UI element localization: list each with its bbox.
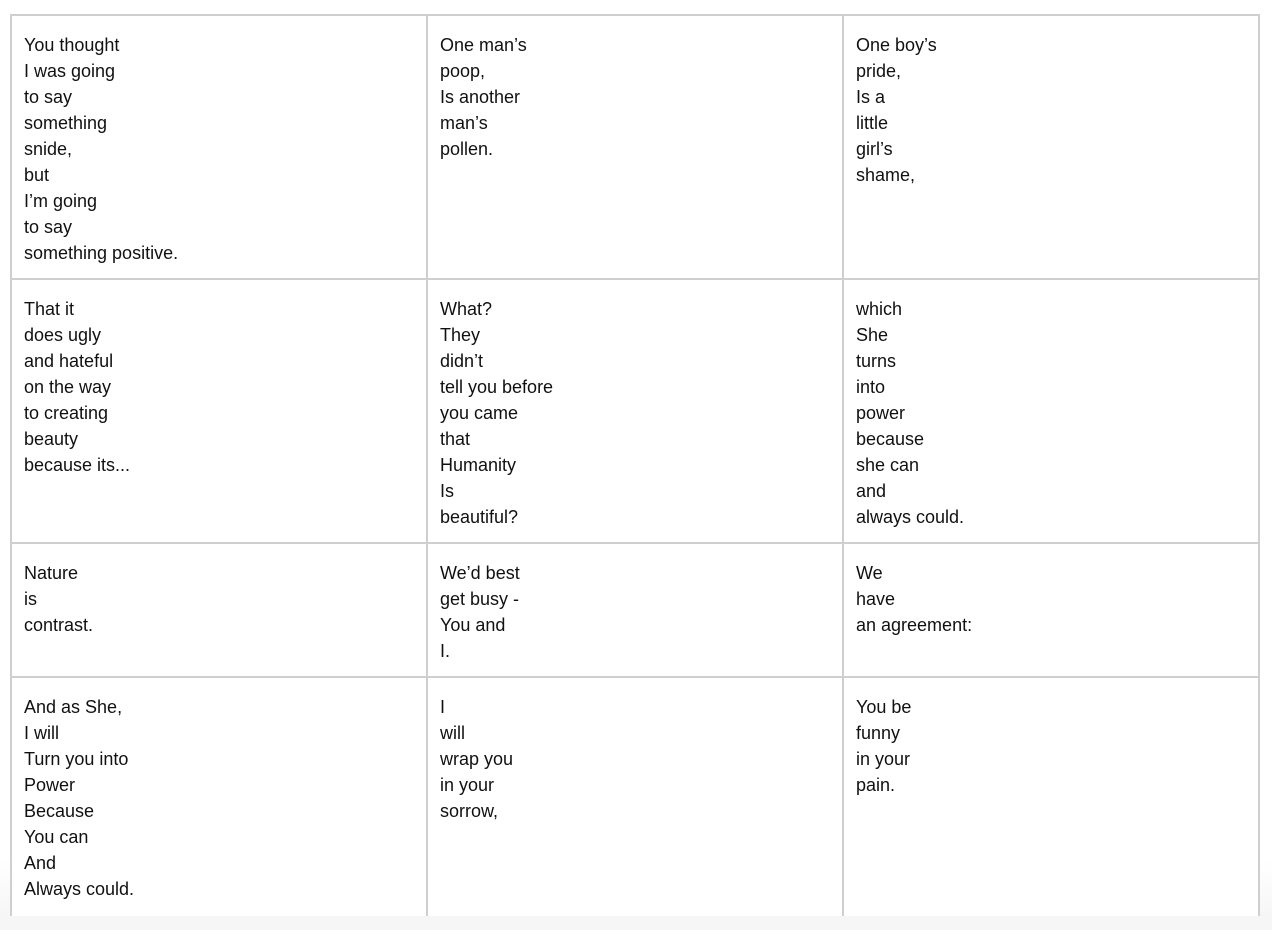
poem-line: I was going [24,61,116,81]
poem-line: and [856,481,887,501]
poem-line: And [24,853,57,873]
table-row [11,279,1259,543]
poem-line: in your [856,749,911,769]
poem-line: that [440,429,471,449]
poem-line: I. [440,641,451,661]
page-bottom-edge [0,916,1272,930]
table-row [11,677,1259,917]
poem-line: she can [856,455,920,475]
poem-line: which [856,299,903,319]
poem-line: Humanity [440,455,517,475]
poem-line: You can [24,827,89,847]
poem-line: I’m going [24,191,98,211]
poem-line: beautiful? [440,507,519,527]
poem-line: to say [24,87,73,107]
poem-line: Because [24,801,95,821]
poem-line: beauty [24,429,79,449]
poem-line: have [856,589,896,609]
poem-line: does ugly [24,325,102,345]
poem-line: Turn you into [24,749,129,769]
poem-line: funny [856,723,901,743]
table-cell [843,543,1259,677]
poem-line: you came [440,403,519,423]
poem-line: Nature [24,563,79,583]
poem-line: Always could. [24,879,135,899]
poem-line: in your [440,775,495,795]
poem-line: contrast. [24,615,94,635]
poem-line: pain. [856,775,896,795]
poem-line: poop, [440,61,486,81]
table-cell [427,279,843,543]
table-cell [843,677,1259,917]
poem-line: You be [856,697,912,717]
table-cell [843,15,1259,279]
poem-line: little [856,113,889,133]
poem-line: You and [440,615,506,635]
table-cell [11,543,427,677]
poem-line: I will [24,723,59,743]
poem-line: shame, [856,165,916,185]
poem-line: but [24,165,50,185]
table-cell [11,677,427,917]
poem-line: to say [24,217,73,237]
poem-line: because its... [24,455,131,475]
poem-line: tell you before [440,377,554,397]
poem-line: something positive. [24,243,179,263]
poem-line: and hateful [24,351,114,371]
poem-line: We [856,563,883,583]
poem-line: something [24,113,108,133]
poem-line: Is [440,481,455,501]
poem-line: What? [440,299,493,319]
poem-line: into [856,377,886,397]
poem-line: And as She, [24,697,123,717]
poem-line: girl’s [856,139,893,159]
poem-line: pride, [856,61,902,81]
poem-line: We’d best [440,563,520,583]
poem-line: They [440,325,481,345]
poem-line: turns [856,351,897,371]
poem-line: on the way [24,377,112,397]
poem-line: One man’s [440,35,527,55]
poem-line: because [856,429,925,449]
poem-line: man’s [440,113,488,133]
poem-line: snide, [24,139,73,159]
poem-line: She [856,325,889,345]
poem-line: Is a [856,87,886,107]
poem-line: didn’t [440,351,484,371]
table-cell [427,677,843,917]
poem-line: That it [24,299,75,319]
table-cell [11,15,427,279]
poem-table [10,14,1260,918]
poem-line: sorrow, [440,801,499,821]
table-row [11,543,1259,677]
poem-line: I [440,697,446,717]
poem-line: pollen. [440,139,494,159]
poem-line: You thought [24,35,120,55]
poem-line: wrap you [440,749,514,769]
poem-line: power [856,403,906,423]
table-cell [427,15,843,279]
poem-line: Power [24,775,76,795]
poem-line: an agreement: [856,615,973,635]
poem-line: to creating [24,403,109,423]
poem-line: always could. [856,507,965,527]
table-cell [843,279,1259,543]
poem-line: Is another [440,87,521,107]
table-cell [427,543,843,677]
poem-line: get busy - [440,589,520,609]
poem-line: One boy’s [856,35,937,55]
table-row [11,15,1259,279]
poem-line: will [440,723,465,743]
table-cell [11,279,427,543]
poem-line: is [24,589,37,609]
